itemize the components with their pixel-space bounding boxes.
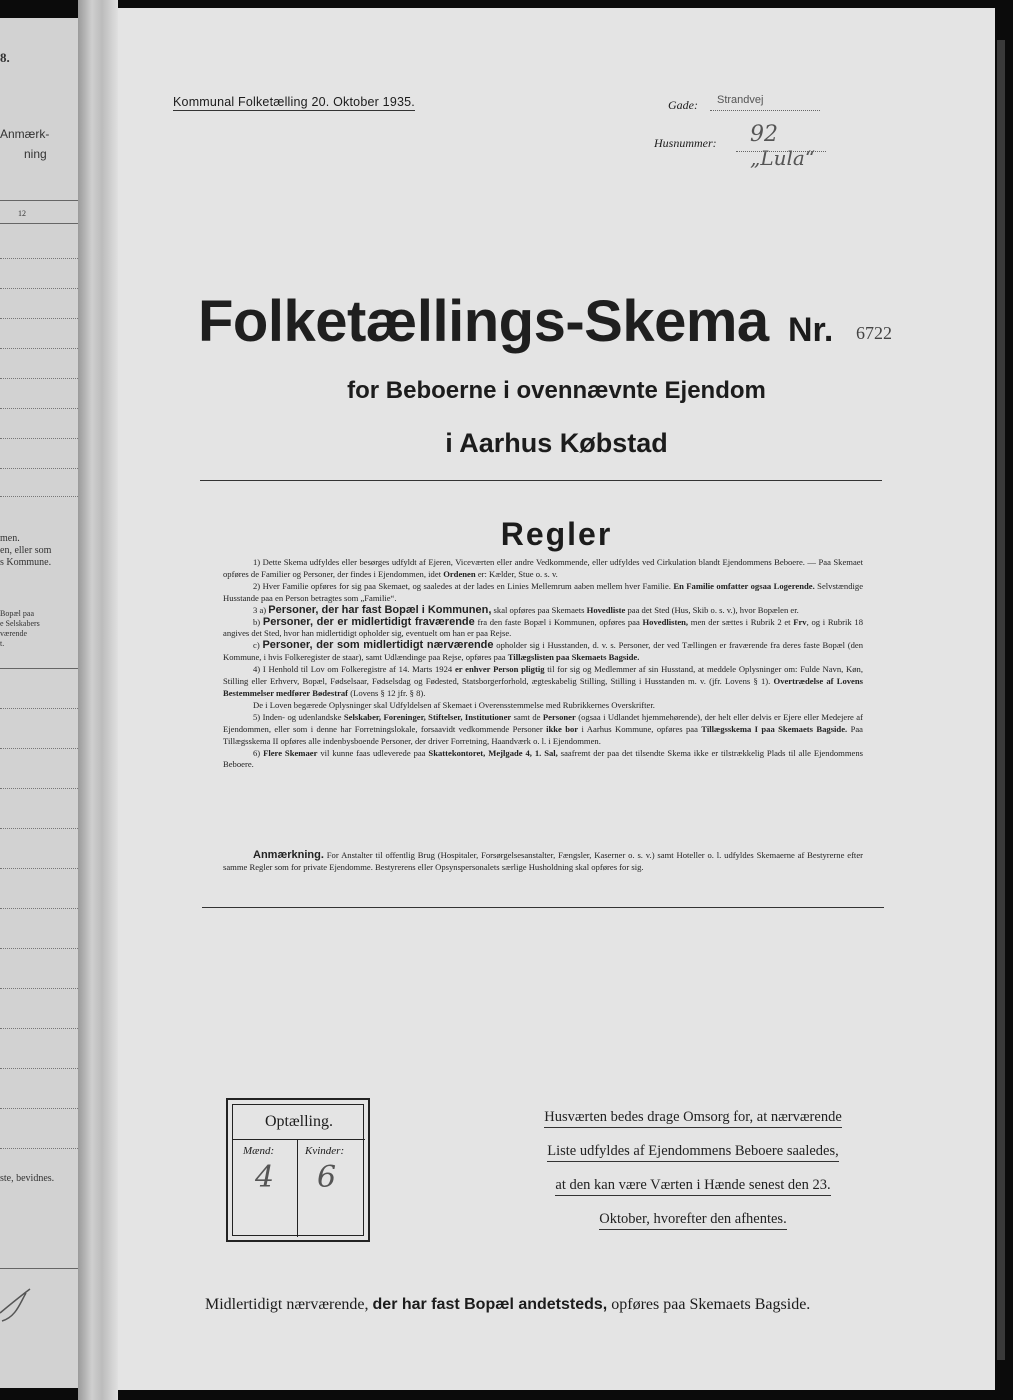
left-page-dotted-line [0, 708, 78, 709]
left-page-handwriting-mark [0, 1273, 78, 1333]
count-box [226, 1098, 370, 1242]
house-number-value: 92 [750, 122, 778, 147]
divider-rule [202, 907, 884, 908]
left-page-rule [0, 668, 78, 669]
left-page-fragment: s Kommune. [0, 557, 52, 568]
left-page-dotted-line [0, 1068, 78, 1069]
men-label: Mænd: [243, 1145, 275, 1157]
book-spine [78, 0, 118, 1400]
divider-rule [200, 480, 882, 481]
left-page-dotted-line [0, 438, 78, 439]
left-page-dotted-line [0, 496, 78, 497]
left-page-dotted-line [0, 1028, 78, 1029]
rule-3b: b) Personer, der er midlertidigt fraværende fra den faste Bopæl i Kommunen, opføres paa Hovedlisten, men der sættes i Rubrik 2 et Frv, og i Rubrik 18 angives det Sted, hvor han midlertidigt opholder sig, eventuelt om han er paa Rejse. [223, 615, 863, 639]
rules-text [223, 557, 863, 771]
rule-1: 1) Dette Skema udfyldes eller besørges udfyldt af Ejeren, Viceværten eller andre Vedkommende, eller udfyldes ved Cirkulation blandt Ejendommens Beboere. — Paa Skemaet opføres de Familier og Personer, der findes i Ejendommen, idet Ordenen er: Kælder, Stue o. s. v. [223, 557, 863, 579]
left-page-dotted-line [0, 318, 78, 319]
left-page-fragment: en, eller som [0, 545, 52, 556]
street-value: Strandvej [717, 94, 764, 106]
rule-3a: 3 a) Personer, der har fast Bopæl i Kommunen, skal opføres paa Skemaets Hovedliste paa det Sted (Hus, Skib o. s. v.), hvor Bopælen er. [253, 603, 799, 616]
men-count-value: 4 [255, 1160, 275, 1195]
rules-heading: Regler [500, 516, 613, 552]
left-page-dotted-line [0, 468, 78, 469]
left-page-rule [0, 200, 78, 201]
house-number-underline [736, 151, 826, 152]
left-page-rule [0, 1268, 78, 1269]
form-number-value: 6722 [856, 323, 892, 343]
footer-note: Midlertidigt nærværende, der har fast Bopæl andetsteds, opføres paa Skemaets Bagside. [205, 1296, 811, 1313]
count-title: Optælling. [264, 1113, 333, 1130]
left-page-fragment: Anmærk- [0, 127, 50, 141]
left-page-dotted-line [0, 748, 78, 749]
house-name-value: „Lula“ [750, 146, 816, 170]
landlord-note-line: Husværten bedes drage Omsorg for, at nærværende [544, 1109, 842, 1128]
form-number-label: Nr. [788, 311, 834, 349]
left-page-dotted-line [0, 288, 78, 289]
women-count-value: 6 [317, 1160, 337, 1195]
form-page [118, 8, 995, 1390]
landlord-note-line: Oktober, hvorefter den afhentes. [599, 1211, 786, 1230]
rule-4: 4) I Henhold til Lov om Folkeregistre af 14. Marts 1924 er enhver Person pligtig til for sig og Medlemmer af sin Husstand, at meddele Oplysninger om: Fulde Navn, Køn, Stilling eller Erhverv, Bopæl, Fødselsaar, Fødselsdag og Fødested, Statsborgerforhold, ægteskabelig Stilling, Stilling i Husstanden m. v. (jfr. Lovens § 1). Overtrædelse af Lovens Bestemmelser medfører Bødestraf (Lovens § 12 jfr. § 8). [223, 664, 863, 698]
rule-3c: c) Personer, der som midlertidigt nærværende opholder sig i Husstanden, d. v. s. Personer, der ved Tællingen er fraværende fra deres faste Bopæl (den Kommune, i hvis Folkeregister de staar), samt Udlændinge paa Rejse, opføres paa Tillægslisten paa Skemaets Bagside. [223, 639, 863, 663]
left-page-dotted-line [0, 378, 78, 379]
left-page-dotted-line [0, 908, 78, 909]
remark-text [223, 850, 863, 874]
landlord-note [523, 1100, 863, 1236]
left-page-dotted-line [0, 828, 78, 829]
left-page-fragment: værende [0, 629, 28, 638]
left-page-fragment: 8. [0, 50, 10, 65]
landlord-note-line: Liste udfyldes af Ejendommens Beboere saaledes, [547, 1143, 839, 1162]
left-page-dotted-line [0, 988, 78, 989]
left-page-fragment: 12 [18, 209, 26, 218]
left-page-dotted-line [0, 868, 78, 869]
street-label: Gade: [668, 98, 698, 112]
left-page-fragment: ste, bevidnes. [0, 1173, 55, 1184]
left-page-dotted-line [0, 1108, 78, 1109]
rule-4-continued: De i Loven begærede Oplysninger skal Udfyldelsen af Skemaet i Overensstemmelse med Rubrikkernes Overskrifter. [253, 699, 655, 710]
left-page-dotted-line [0, 788, 78, 789]
street-underline [710, 110, 820, 111]
rule-5: 5) Inden- og udenlandske Selskaber, Foreninger, Stiftelser, Institutioner samt de Personer (ogsaa i Udlandet hjemmehørende), der helt eller delvis er Ejere eller Medejere af Ejendommen, eller som i denne har Forretningslokale, forsaavidt vedkommende Personer ikke bor i Aarhus Kommune, opføres paa Tillægsskema I paa Skemaets Bagside. Paa Tillægsskema II opføres alle indenbysboende Personer, der driver Forretning, Haandværk o. l. i Ejendommen. [223, 711, 863, 746]
left-page-dotted-line [0, 258, 78, 259]
left-page-fragment: e Selskabers [0, 619, 40, 628]
census-title: Kommunal Folketælling 20. Oktober 1935. [173, 95, 415, 109]
rule-2: 2) Hver Familie opføres for sig paa Skemaet, og saaledes at der lades en Linies Mellemrum aaben mellem hver Familie. En Familie omfatter ogsaa Logerende. Selvstændige Husstande paa en Person betragtes som „Familie“. [223, 580, 864, 603]
left-page-fragment: men. [0, 533, 20, 544]
landlord-note-line: at den kan være Værten i Hænde senest den 23. [555, 1177, 830, 1196]
left-page-fragment: ning [24, 147, 47, 161]
left-page-dotted-line [0, 948, 78, 949]
left-page-fragment: t. [0, 639, 5, 648]
house-number-label: Husnummer: [654, 136, 717, 150]
form-location: i Aarhus Købstad [445, 428, 668, 458]
form-title: Folketællings-Skema [198, 289, 769, 354]
rule-6: 6) Flere Skemaer vil kunne faas udleverede paa Skattekontoret, Mejlgade 4, 1. Sal, saafremt der paa det tilsendte Skema ikke er tilstrækkelig Plads til alle Ejendommens Beboere. [223, 747, 864, 770]
left-page-dotted-line [0, 1148, 78, 1149]
women-label: Kvinder: [305, 1145, 345, 1157]
previous-page-edge [0, 18, 78, 1388]
left-page-rule [0, 223, 78, 224]
scan-border [995, 0, 1013, 1400]
left-page-fragment: Bopæl paa [0, 609, 34, 618]
form-subtitle: for Beboerne i ovennævnte Ejendom [347, 377, 766, 404]
left-page-dotted-line [0, 408, 78, 409]
remark-body: For Anstalter til offentlig Brug (Hospitaler, Forsørgelsesanstalter, Fængsler, Kaserner o. s. v.) samt Hoteller o. l. udfyldes Skemaerne af Bestyrerne efter samme Regler som for private Ejendomme. Bestyrerens eller Opsynspersonalets særlige Husholdning skal opføres for sig. [223, 850, 863, 872]
left-page-dotted-line [0, 348, 78, 349]
remark-label: Anmærkning. [253, 849, 324, 861]
